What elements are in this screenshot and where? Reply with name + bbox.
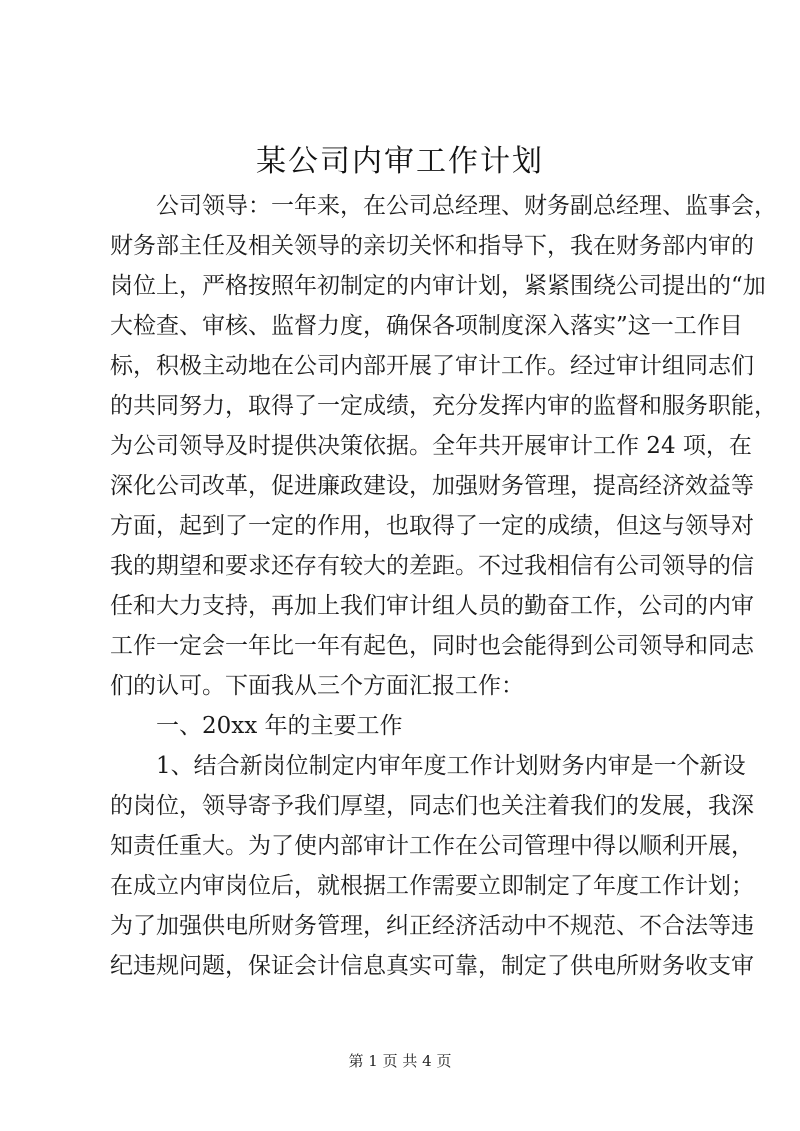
body-line: 的共同努力，取得了一定成绩，充分发挥内审的监督和服务职能， xyxy=(110,393,777,419)
body-line: 们的认可。下面我从三个方面汇报工作： xyxy=(110,673,524,699)
body-line: 标，积极主动地在公司内部开展了审计工作。经过审计组同志们 xyxy=(110,353,754,379)
document-title: 某公司内审工作计划 xyxy=(256,144,544,179)
body-line: 工作一定会一年比一年有起色，同时也会能得到公司领导和同志 xyxy=(110,633,754,659)
page-footer: 第 1 页 共 4 页 xyxy=(348,1052,452,1070)
body-line: 大检查、审核、监督力度，确保各项制度深入落实”这一工作目 xyxy=(110,313,743,339)
body-line: 我的期望和要求还存有较大的差距。不过我相信有公司领导的信 xyxy=(110,553,754,579)
body-line: 1、结合新岗位制定内审年度工作计划财务内审是一个新设 xyxy=(156,753,746,779)
body-line: 的岗位，领导寄予我们厚望，同志们也关注着我们的发展，我深 xyxy=(110,793,754,819)
body-line: 纪违规问题，保证会计信息真实可靠，制定了供电所财务收支审 xyxy=(110,953,754,979)
body-line: 财务部主任及相关领导的亲切关怀和指导下，我在财务部内审的 xyxy=(110,233,754,259)
body-line: 为公司领导及时提供决策依据。全年共开展审计工作 24 项，在 xyxy=(110,433,752,459)
body-line: 知责任重大。为了使内部审计工作在公司管理中得以顺利开展， xyxy=(110,833,754,859)
body-line: 为了加强供电所财务管理，纠正经济活动中不规范、不合法等违 xyxy=(110,913,754,939)
body-line: 深化公司改革，促进廉政建设，加强财务管理，提高经济效益等 xyxy=(110,473,754,499)
body-line: 方面，起到了一定的作用，也取得了一定的成绩，但这与领导对 xyxy=(110,513,754,539)
body-line: 任和大力支持，再加上我们审计组人员的勤奋工作，公司的内审 xyxy=(110,593,754,619)
body-line: 公司领导：一年来，在公司总经理、财务副总经理、监事会， xyxy=(156,193,777,219)
body-line: 岗位上，严格按照年初制定的内审计划，紧紧围绕公司提出的“加 xyxy=(110,273,766,299)
section-heading: 一、20xx 年的主要工作 xyxy=(156,713,403,739)
body-line: 在成立内审岗位后，就根据工作需要立即制定了年度工作计划； xyxy=(110,873,754,899)
